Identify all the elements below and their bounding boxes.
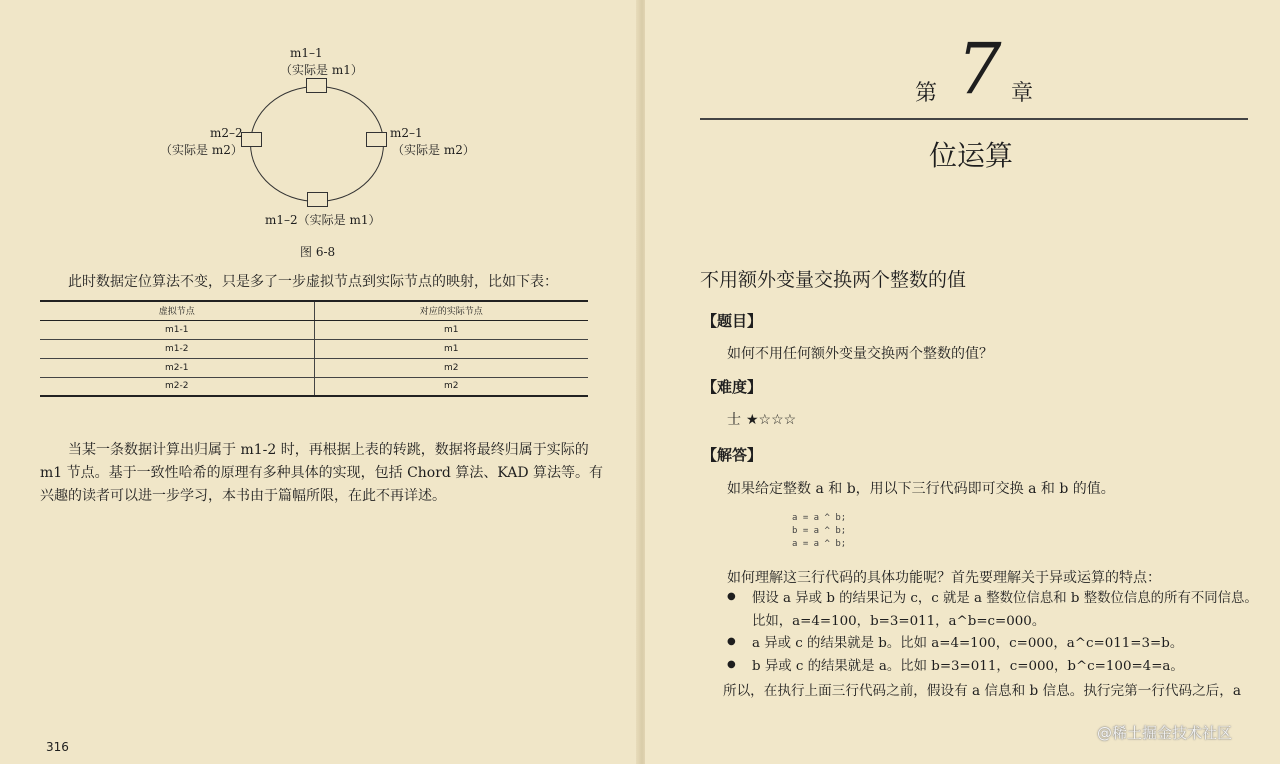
cell-virtual: m1-1	[40, 320, 314, 339]
paragraph-line: m1 节点。基于一致性哈希的原理有多种具体的实现，包括 Chord 算法、KAD 算法等。有	[40, 465, 604, 481]
cell-virtual: m2-1	[40, 358, 314, 377]
difficulty-label: 【难度】	[702, 378, 763, 396]
cell-virtual: m1-2	[40, 339, 314, 358]
bullet-dot: ●	[727, 591, 736, 602]
cell-actual: m1	[314, 339, 588, 358]
code-line: b = a ^ b;	[792, 526, 847, 536]
watermark: @稀土掘金技术社区	[1097, 724, 1233, 742]
table-row	[40, 358, 588, 377]
table-row	[40, 320, 588, 339]
cell-actual: m2	[314, 358, 588, 377]
cell-actual: m2	[314, 377, 588, 396]
figure-caption: 图 6-8	[300, 245, 336, 259]
bullet-line: b 异或 c 的结果就是 a。比如 b=3=011，c=000，b^c=100=4=a。	[752, 659, 1184, 674]
bullet-line: a 异或 c 的结果就是 b。比如 a=4=100，c=000，a^c=011=3=b。	[752, 636, 1184, 651]
chapter-rule	[700, 118, 1248, 120]
node-m2-1	[366, 132, 387, 147]
intro-text: 此时数据定位算法不变，只是多了一步虚拟节点到实际节点的映射，比如下表：	[68, 274, 558, 290]
difficulty-rank: 士	[727, 412, 741, 428]
bullet-dot: ●	[727, 659, 736, 670]
page-number: 316	[46, 740, 69, 754]
question-label: 【题目】	[702, 312, 763, 330]
chapter-number: 7	[957, 28, 1002, 110]
bullet-line: 假设 a 异或 b 的结果记为 c，c 就是 a 整数位信息和 b 整数位信息的所有不同信息。	[752, 591, 1258, 606]
chapter-prefix: 第	[915, 81, 938, 106]
label-m1-2: m1–2（实际是 m1）	[265, 213, 381, 227]
table-header-row	[40, 301, 588, 320]
answer-intro: 如果给定整数 a 和 b，用以下三行代码即可交换 a 和 b 的值。	[727, 481, 1115, 497]
difficulty-stars: ★☆☆☆	[746, 412, 797, 428]
section-title: 不用额外变量交换两个整数的值	[700, 269, 967, 291]
mapping-table	[40, 300, 588, 397]
cell-actual: m1	[314, 320, 588, 339]
label-m2-1-actual: （实际是 m2）	[392, 143, 475, 157]
label-m1-1-actual: （实际是 m1）	[280, 63, 363, 77]
paragraph-line: 兴趣的读者可以进一步学习，本书由于篇幅所限，在此不再详述。	[40, 488, 446, 504]
table-row	[40, 377, 588, 396]
answer-label: 【解答】	[702, 446, 763, 464]
node-m2-2	[241, 132, 262, 147]
table-row	[40, 339, 588, 358]
header-actual-node: 对应的实际节点	[314, 301, 588, 320]
chapter-title: 位运算	[929, 139, 1014, 172]
bullet-line: 比如，a=4=100，b=3=011，a^b=c=000。	[752, 614, 1046, 629]
header-virtual-node: 虚拟节点	[40, 301, 314, 320]
hash-ring	[250, 86, 384, 202]
question-text: 如何不用任何额外变量交换两个整数的值？	[727, 346, 993, 362]
label-m2-2-actual: （实际是 m2）	[160, 143, 243, 157]
node-m1-1	[306, 78, 327, 93]
chapter-suffix: 章	[1011, 81, 1034, 106]
code-line: a = a ^ b;	[792, 539, 847, 549]
bullet-dot: ●	[727, 636, 736, 647]
label-m1-1: m1–1	[290, 46, 323, 60]
cell-virtual: m2-2	[40, 377, 314, 396]
node-m1-2	[307, 192, 328, 207]
label-m2-2: m2–2	[210, 126, 243, 140]
right-page	[645, 0, 1280, 764]
paragraph-line: 当某一条数据计算出归属于 m1-2 时，再根据上表的转跳，数据将最终归属于实际的	[68, 442, 589, 458]
code-line: a = a ^ b;	[792, 513, 847, 523]
label-m2-1: m2–1	[390, 126, 423, 140]
explain-intro: 如何理解这三行代码的具体功能呢？首先要理解关于异或运算的特点：	[727, 570, 1161, 586]
closing-text: 所以，在执行上面三行代码之前，假设有 a 信息和 b 信息。执行完第一行代码之后，a	[723, 683, 1241, 699]
